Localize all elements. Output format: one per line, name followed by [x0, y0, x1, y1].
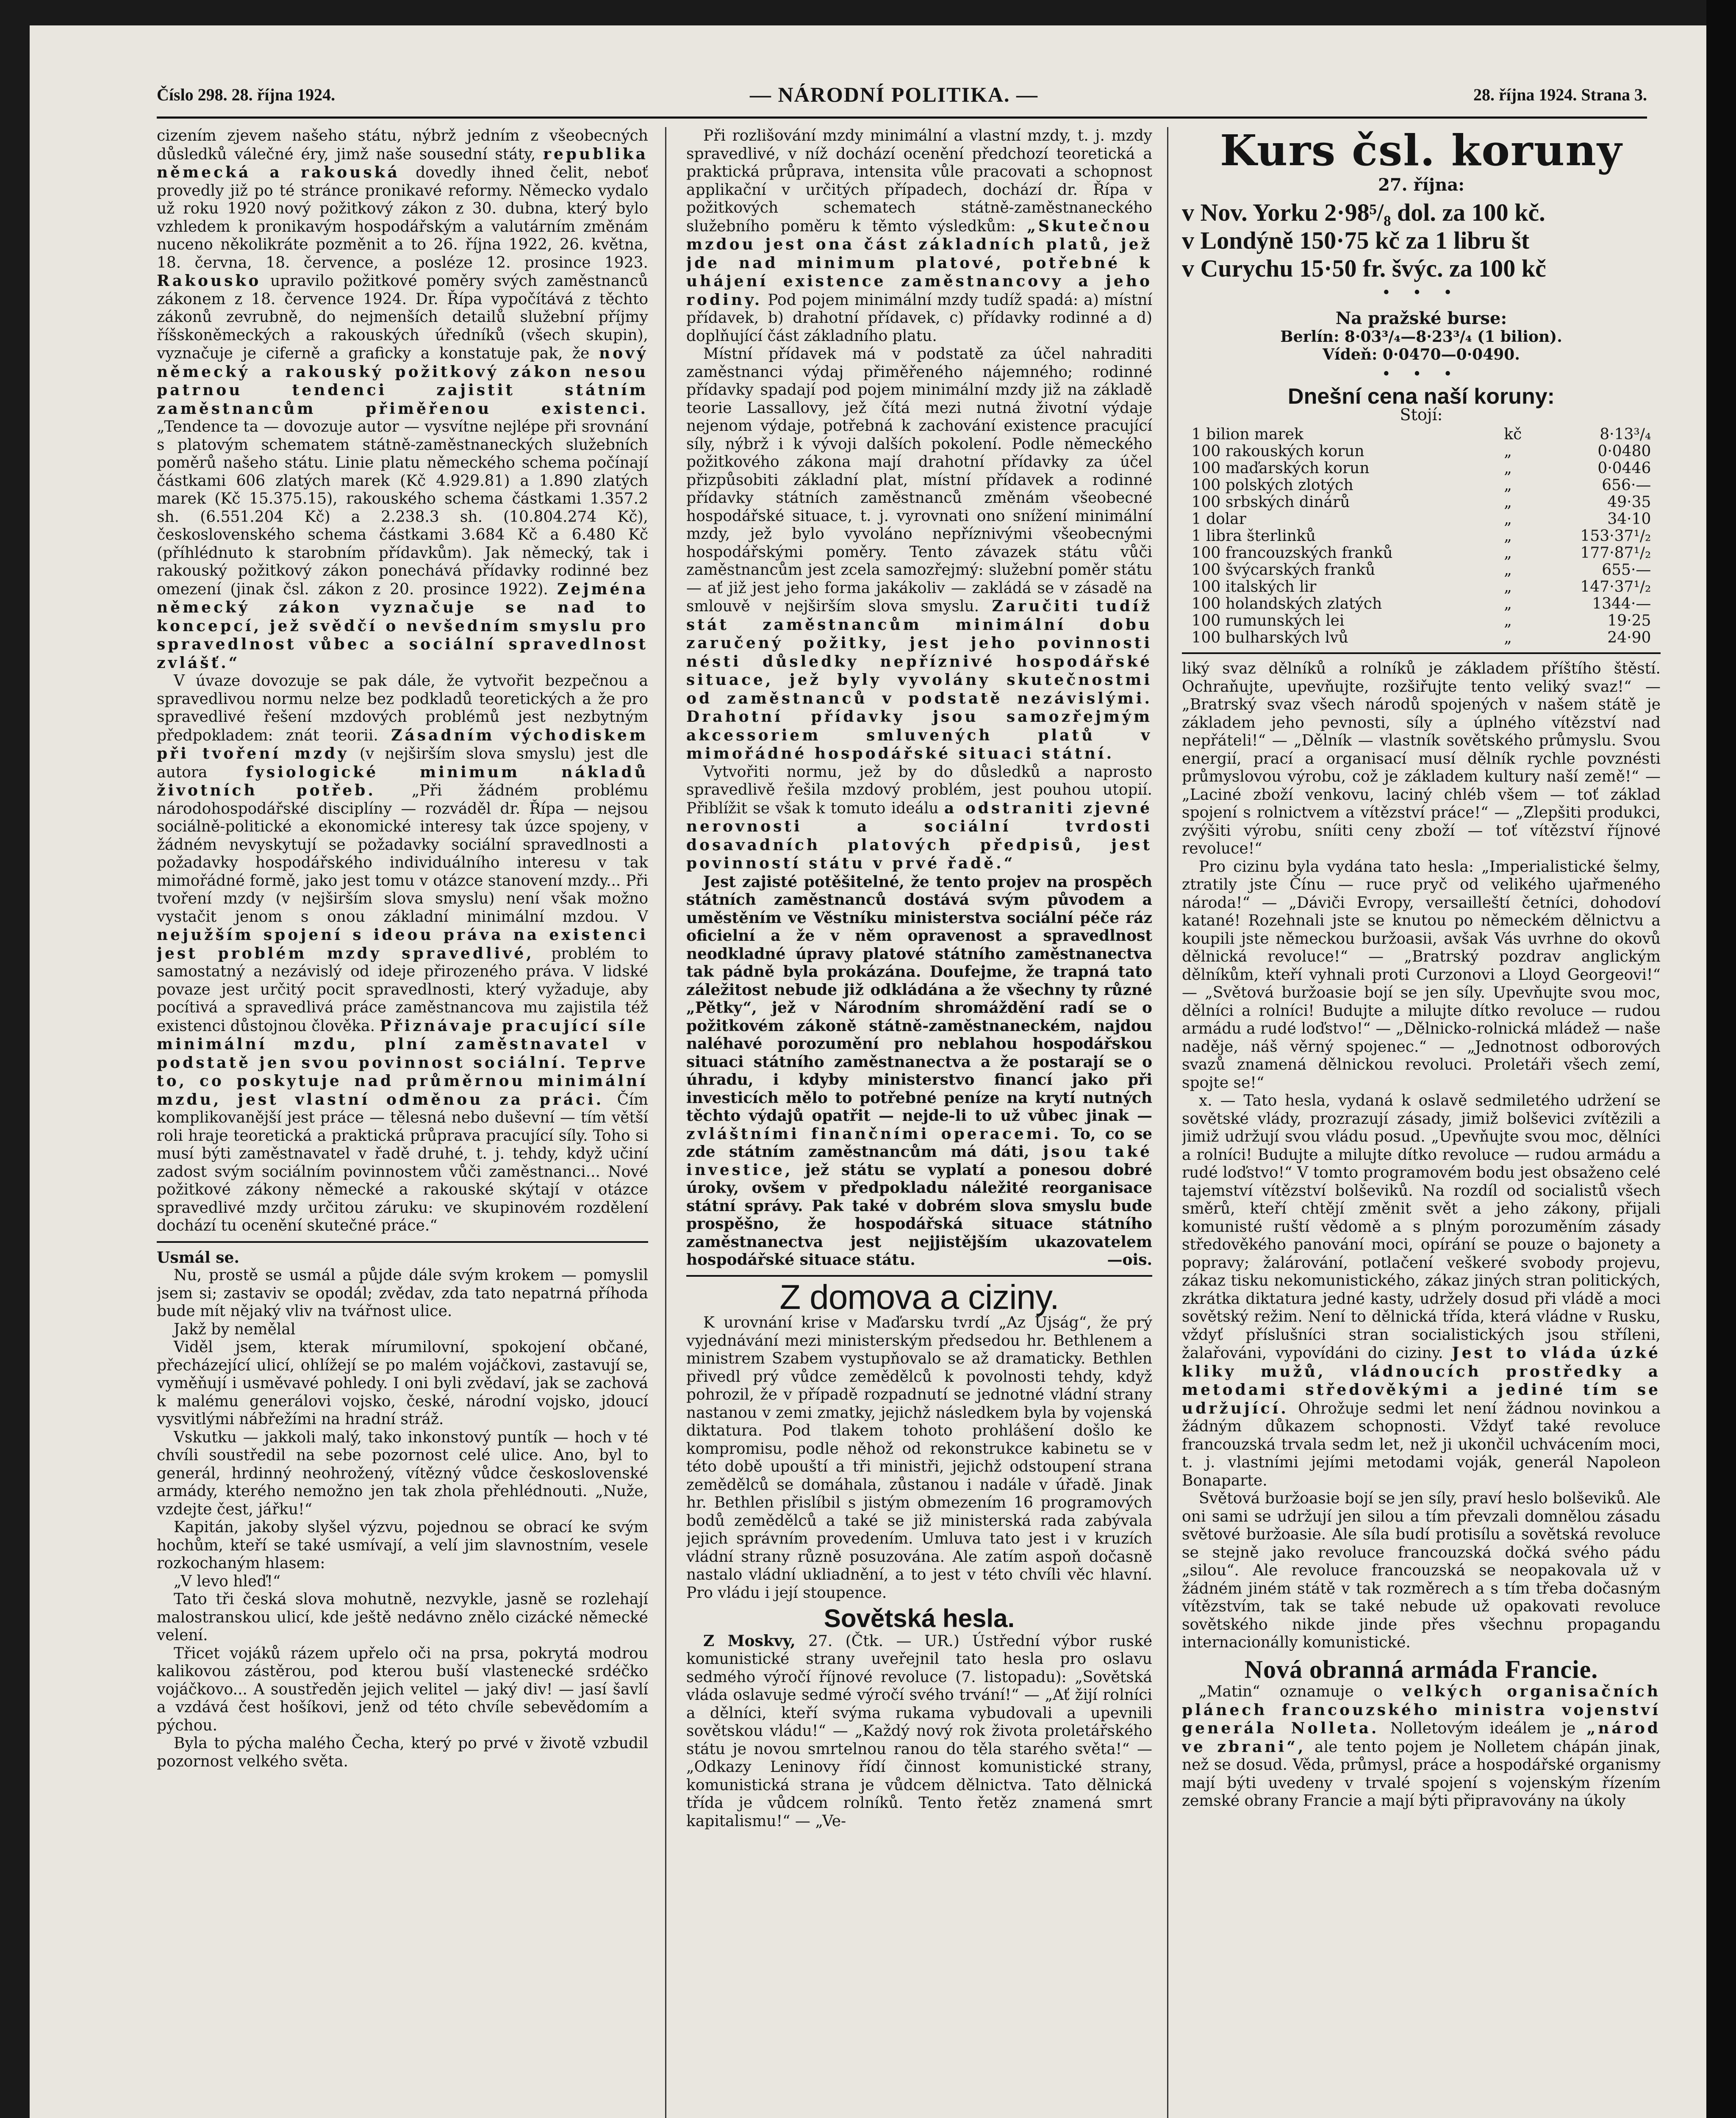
currency-label: 100 bulharských lvů: [1191, 629, 1348, 646]
currency-row: [1192, 443, 1651, 460]
rate-london: v Londýně 150·75 kč za 1 libru št: [1182, 226, 1530, 254]
currency-cur: „: [1504, 493, 1512, 511]
currency-amt: 0·0480: [1597, 443, 1651, 460]
news-paragraph: Pro cizinu byla vydána tato hesla: „Imperialistické šelmy, ztratily jste Čínu — ruce pryč od velikého ujařmeného národa!“ — „Dáviči Evropy, versailleští četníci, dohodoví katané! Rozehnali jste se knutou po německém dělnictvu a koupili jste německou buržoasii, avšak Vás uvrhne do okovů dělnická revoluce!“ — „Bratrský pozdrav anglickým dělníkům, kteří vyhnali proti Curzonovi a Lloyd Georgeovi!“ — „Světová buržoasie bojí se jen síly. Upevňujte svou moc, dělníci a rolníci! Budujte a milujte dítko revoluce — rudou armádu a rudé loďstvo!“ — „Dělnicko-rolnická mládež — naše naděje, náš věrný spojenec.“ — „Jednotnost odborových svazů znamená dělnickou revoluci. Proletáři všech zemí, spojte se!“: [1182, 858, 1661, 1092]
news-paragraph: K urovnání krise v Maďarsku tvrdí „Az Ujság“, že prý vyjednávání mezi ministerským předsedou hr. Bethlenem a ministrem Szabem vystupňovalo se až dramaticky. Bethlen přivedl prý vůdce zemědělců k povolnosti tehdy, když pohrozil, že v případě rozpadnutí se jednotné vládní strany nastanou v zemi zmatky, jejichž následkem byla by vojenská diktatura. Pod tlakem tohoto prohlášení došlo ke kompromisu, podle něhož od rekonstrukce kabinetu se v této době upouští a tři ministři, jejichž odstoupení strana zemědělců se domáhala, zůstanou i nadále v úřadě. Jinak hr. Bethlen přislíbil s jistým obmezením 16 programových bodů zemědělců a také se již ministerská rada zabývala jejich správním provedením. Umluva tato jest i v kruzích vládní strany různě posuzována. Ale zatím aspoň dočasně nastalo vládní ukliadnění, a to jest v této chvíli věc hlavní. Pro vládu i její stoupence.: [686, 1314, 1152, 1602]
currency-row: [1192, 511, 1651, 528]
currency-amt: 0·0446: [1597, 460, 1651, 477]
currency-label: 100 polských zlotých: [1191, 477, 1353, 494]
feuilleton-title: Usmál se.: [157, 1248, 239, 1267]
feuilleton-paragraph: Viděl jsem, kterak mírumilovní, spokojení občané, přecházející ulicí, ohlížejí se po malém vojáčkovi, zastavují se, vyměňují i usměvavé pohledy. I oni byli zvědaví, jak se zachová k malému generálovi vojsko, české, národní vojsko, jdoucí vysvitlými nábřežími na hradní stráž.: [157, 1339, 648, 1428]
currency-cur: „: [1504, 510, 1512, 528]
news-paragraph: Světová buržoasie bojí se jen síly, praví heslo bolševiků. Ale oni sami se udržují jen silou a tím převzali domnělou zásadu světové buržoasie. Ale síla budí protisílu a sovětská revoluce se stejně jako revoluce francouzská dočká svého pádu „silou“. Ale revoluce francouzská se neopakovala už v žádném jiném státě v tak rozměrech a s tím třeba dočasným vítězstvím, tak se také nebude už opakovati revoluce sovětského nikde jinde přes všechnu propagandu internacionálly komunistické.: [1182, 1490, 1661, 1651]
feuilleton-paragraph: „V levo hleď!“: [174, 1572, 281, 1590]
currency-label: 1 libra šterlinků: [1191, 527, 1316, 545]
feuilleton-paragraph: Vskutku — jakkoli malý, tako inkonstový puntík — hoch v té chvíli soustředil na sebe pozornost celé ulice. Ano, byl to generál, hrdinný neohrožený, vítězný vůdce československé armády, kterého nemožno jen tak zhola přehlédnouti. „Nuže, vzdejte čest, jářku!“: [157, 1428, 648, 1518]
currency-cur: „: [1504, 443, 1512, 460]
rate-zurich: v Curychu 15·50 fr. švýc. za 100 kč: [1182, 254, 1546, 282]
currency-cur: „: [1504, 612, 1512, 629]
feuilleton-paragraph: Třicet vojáků rázem upřelo oči na prsa, pokrytá modrou kalikovou zástěrou, pod kterou buší vlastenecké srdéčko vojáčkovo... A soustředěn jejich velitel — jaký div! — jasí šavlí a vzdává čest hošíkovi, jenž od této chvíle sebevědomím a pýchou.: [157, 1644, 648, 1734]
column-divider: [1167, 127, 1168, 2118]
burse-berlin: Berlín: 8·03³/₄—8·23³/₄ (1 bilion).: [1280, 327, 1562, 346]
feuilleton-paragraph: Kapitán, jakoby slyšel výzvu, pojednou se obrací ke svým hochům, kteří se také usmívají, a velí jim slavnostním, vesele rozkochaným hlasem:: [157, 1519, 648, 1572]
article-paragraph: Jest zajisté potěšitelné, že tento projev na prospěch státních zaměstnanců dostává svým původem a uměstěním ve Věstníku ministerstva sociální péče ráz oficielní a že v něm opravenost a spravedlnost neodkladné úpravy platové státního zaměstnanectva tak pádně byla prokázána. Doufejme, že trapná tato záležitost nebude již odkládána a že všechny ty různé „Pětky“, jež v Národním shromáždění radí se o požitkovém zákoně státně-zaměstnaneckém, najdou naléhavé porozumění pro neblahou hospodářskou situaci státního zaměstnanectva a že postarají se o úhradu, i kdyby ministerstvo financí jako při investicích mělo to potřebné peníze na krytí nutných těchto výdajů opatřit — nejde-li to už vůbec jinak — zvláštními finančními operacemi. To, co se zde státním zaměstnancům má dáti, jsou také investice, jež státu se vyplatí a ponesou dobré úroky, ovšem v předpokladu náležité reorganisace státní správy. Pak také v dobrém slova smyslu bude prospěšno, že hospodářská situace státního zaměstnanectva jest nejjistějším ukazovatelem hospodářské situace státu. —ois.: [686, 873, 1152, 1269]
currency-amt: 49·35: [1607, 493, 1651, 511]
currency-amt: 147·37¹/₂: [1580, 578, 1651, 596]
currency-amt: 8·13³/₄: [1600, 426, 1651, 443]
feuilleton-paragraph: Jakž by nemělal: [174, 1320, 296, 1338]
date-page: 28. října 1924. Strana 3.: [1473, 85, 1647, 104]
currency-amt: 153·37¹/₂: [1580, 527, 1651, 545]
currency-label: 100 maďarských korun: [1191, 460, 1370, 477]
currency-amt: 655·—: [1602, 561, 1651, 579]
article-paragraph: Místní přídavek má v podstatě za účel nahraditi zaměstnanci výdaj přiměřeného nájemného; rodinné přídavky spadají pod pojem minimální mzdy již na základě teorie Lassallovy, jež čítá mezi nutná životní výdaje nejenom výdaje, potřebná k zachování existence pracující síly, nýbrž i k vývoji dalších pokolení. Podle německého požitkového zákona mají drahotní přídavky za účel přizpůsobiti základní plat, místní přídavek a rodinné přídavky státních zaměstnanců změnám všeobecné hospodářské situace, t. j. vyrovnati ono snížení minimální mzdy, jež bylo vyvoláno nepříznivými všeobecnými hospodářskými poměry. Tento závazek státu vůči zaměstnancům jest zcela samozřejmý: služební poměr státu — ať již jest jeho forma jakákoliv — zakládá se v zásadě na smlouvě v nejširším slova smyslu. Zaručiti tudíž stát zaměstnancům minimální dobu zaručený požitky, jest jeho povinnosti nésti důsledky nepříznivé hospodářské situace, jež byly vyvolány skutečnostmi od zaměstnanců v podstatě nezávislými. Drahotní přídavky jsou samozřejmým akcessoriem smluvených platů v mimořádné hospodářské situaci státní.: [686, 345, 1152, 762]
currency-cur: „: [1504, 544, 1512, 562]
currency-label: 100 rakouských korun: [1191, 443, 1364, 460]
currency-label: 1 bilion marek: [1191, 426, 1303, 443]
currency-row: [1192, 494, 1651, 511]
feuilleton-paragraph: Nu, prostě se usmál a půjde dále svým krokem — pomyslil jsem si; zastaviv se opodál; zvědav, zda tato nepatrná příhoda bude mít nějaký vliv na tvářnost ulice.: [157, 1267, 648, 1320]
currency-row: [1192, 629, 1651, 646]
section-rule: [686, 1275, 1152, 1277]
currency-row: [1192, 579, 1651, 596]
currency-amt: 656·—: [1602, 477, 1651, 494]
currency-amt: 19·25: [1607, 612, 1651, 629]
currency-label: 100 švýcarských franků: [1191, 561, 1375, 579]
currency-cur: „: [1504, 460, 1512, 477]
currency-label: 100 italských lir: [1191, 578, 1317, 596]
currency-label: 100 holandských zlatých: [1191, 595, 1382, 613]
currency-amt: 24·90: [1607, 629, 1651, 646]
burse-heading: Na pražské burse:: [1335, 308, 1507, 328]
news-heading: Nová obranná armáda Francie.: [1244, 1655, 1598, 1683]
newspaper-page: [30, 25, 1706, 2118]
page-header: [157, 85, 1647, 114]
currency-table: [1192, 426, 1651, 646]
currency-row: [1192, 460, 1651, 477]
news-paragraph: liký svaz dělníků a rolníků je základem příštího štěstí. Ochraňujte, upevňujte, rozšiřujte tento veliký svaz!“ — „Bratrský svaz všech národů spojených v našem státě je základem jeho pevnosti, síly a úplného vítězství nad nepřáteli!“ — „Dělník — vlastník sovětského průmyslu. Svou energií, prací a organisací musí dělník rychle povznésti průmyslovou výrobu, což je základem kultury naší země!“ — „Laciné zboží venkovu, laciný chléb všem — toť základ spojení s rolnictvem a vítězství práce!“ — „Zlepšiti produkci, zvýšiti výrobu, sníiti ceny zboží — toť vítězství říjnové revoluce!“: [1182, 660, 1661, 857]
exchange-rate-date: 27. října:: [1378, 175, 1465, 195]
section-heading: Z domova a ciziny.: [779, 1278, 1059, 1317]
news-paragraph: x. — Tato hesla, vydaná k oslavě sedmiletého udržení se sovětské vlády, prozrazují zásady, jimiž bolševici zvítězili a jimiž udržují svou vládu posud. „Upevňujte svou moc, dělníci a rolníci! Budujte a milujte dítko revoluce — rudou armádu a rudé loďstvo!“ V tomto programovém bodu jest obsaženo celé tajemství vítězství bolševiků. Na rozdíl od socialistů všech směrů, kteří chtějí změnit svět a jeho zákony, přijali komunisté ruští vědomě a s plným porozuměním zásady středověkého panování moci, opírání se pouze o bajonety a popravy; žalárování, potlačení veškeré svobody projevu, zákaz tisku nekomunistického, zákaz jiných stran politických, zkrátka diktatura jedné kasty, udržely dosud při vládě a moci sovětský režim. Není to dělnická třída, která vládne v Rusku, vždyť příslušníci stran socialistických jsou stříleni, žalařováni, vypovídáni do ciziny. Jest to vláda úzké kliky mužů, vládnoucích prostředky a metodami středověkými a jediné tím se udržující. Ohrožuje sedmi let není žádnou novinkou a žádným důkazem schopnosti. Vždyť také revoluce francouzská trvala sedm let, než ji ukončil uchvácením moci, t. j. vlastními jejími metodami voják, generál Napoleon Bonaparte.: [1182, 1092, 1661, 1489]
currency-row: [1192, 528, 1651, 545]
scan-edge: [1706, 0, 1736, 2118]
header-rule: [157, 116, 1647, 119]
price-heading: Dnešní cena naší koruny:: [1288, 384, 1555, 409]
column-3: [1182, 127, 1661, 2118]
exchange-rate-title: Kurs čsl. koruny: [1220, 127, 1623, 175]
currency-cur: kč: [1504, 426, 1522, 443]
currency-label: 100 srbských dinárů: [1191, 493, 1350, 511]
currency-label: 100 rumunských lei: [1191, 612, 1345, 629]
news-paragraph: „Matin“ oznamuje o velkých organisačních plánech francouzského ministra vojenství generála Nolleta. Nolletovým ideálem je „národ ve zbrani“, ale tento pojem je Nolletem chápán jinak, než se dosud. Věda, průmysl, práce a hospodářské organismy mají býti uvedeny v trvalé spojení s vojenským řízením zemské obrany Francie a mají býti připravovány na úkoly: [1182, 1683, 1661, 1810]
currency-cur: „: [1504, 595, 1512, 613]
masthead-title: — NÁRODNÍ POLITIKA. —: [750, 83, 1038, 106]
burse-vienna: Vídeň: 0·0470—0·0490.: [1323, 346, 1520, 363]
column-1: [157, 127, 648, 2118]
currency-amt: 177·87¹/₂: [1580, 544, 1651, 562]
currency-label: 100 francouzských franků: [1191, 544, 1393, 562]
news-paragraph: Z Moskvy, 27. (Čtk. — UR.) Ústřední výbor ruské komunistické strany uveřejnil tato hesla pro oslavu sedmého výročí říjnové revoluce (7. listopadu): „Sovětská vláda oslavuje sedmé výročí svého trvání!“ — „Ať žijí rolníci a dělníci, kteří svýma rukama vybudovali a upevnili sovětskou vládu!“ — „Každý nový rok života proletářského státu je novou smrtelnou ranou do těla starého světa!“ — „Odkazy Leninovy řídí činnost komunistické strany, komunistická strana je vůdcem dělnictva. Tato dělnická třída je vůdcem rolníků. Tento řetěz znamená smrt kapitalismu!“ — „Ve-: [686, 1632, 1152, 1830]
article-paragraph: Při rozlišování mzdy minimální a vlastní mzdy, t. j. mzdy spravedlivé, v níž dochází ocenění předchozí teoretická a praktická průprava, intensita vůle pracovati a schopnost applikační v určitých případech, dochází dr. Řípa v požitkových schematech státně-zaměstnaneckého služebního poměru k těmto výsledkům: „Skutečnou mzdou jest ona část základních platů, jež jde nad minimum platové, potřebné k uhájení existence zaměstnancovy a jeho rodiny. Pod pojem minimální mzdy tudíž spadá: a) místní přídavek, b) drahotní přídavek, c) přídavky rodinné a d) doplňující část základního platu.: [686, 127, 1152, 345]
feuilleton-paragraph: Tato tři česká slova mohutně, nezvykle, jasně se rozlehají malostranskou ulicí, kde ještě nedávno znělo cizácké německé velení.: [157, 1591, 648, 1644]
currency-cur: „: [1504, 477, 1512, 494]
column-2: [686, 127, 1152, 2118]
column-divider: [665, 127, 666, 2118]
issue-number: Číslo 298. 28. října 1924.: [157, 85, 336, 104]
separator-dots: • • •: [1381, 365, 1461, 383]
rate-new-york: v Nov. Yorku 2·98⁵/₈ dol. za 100 kč.: [1182, 198, 1545, 226]
currency-row: [1192, 562, 1651, 579]
article-paragraph: cizením zjevem našeho státu, nýbrž jedním z všeobecných důsledků válečné éry, jimž naše sousední státy, republika německá a rakouská dovedly ihned čelit, neboť provedly již po té stránce pronikavé reformy. Německo vydalo už roku 1920 nový požitkový zákon z 30. dubna, který bylo vzhledem k pronikavým hospodářským a valutárním změnám nuceno několikráte pozměnit a to 26. října 1922, 26. května, 18. června, 18. července, a posléze 12. prosince 1923. Rakousko upravilo požitkové poměry svých zaměstnanců zákonem z 18. července 1924. Dr. Řípa vypočítává z těchto zákonů zevrubně, do nejmenších detailů služební příjmy říšskoněmeckých a rakouských úředníků (všech skupin), vyznačuje je ciferně a graficky a konstatuje pak, že nový německý a rakouský požitkový zákon nesou patrnou tendenci zajistit státním zaměstnancům přiměřenou existenci. „Tendence ta — dovozuje autor — vysvítne nejlépe při srovnání s platovým schematem státně-zaměstnaneckých služebních poměrů našeho státu. Linie platu německého schema počínají částkami 606 zlatých marek (Kč 4.929.81) a 1.890 zlatých marek (Kč 15.375.15), rakouského schema částkami 1.357.2 sh. (6.551.204 Kč) a 2.238.3 sh. (10.804.274 Kč), československého schema částkami 3.684 Kč a 6.480 Kč (příhlédnuto k starobním přídavkům). Jak německý, tak i rakouský požitkový zákon ponechává přídavky rodinné bez omezení (jinak čsl. zákon z 20. prosince 1922). Zejména německý zákon vyznačuje se nad to koncepcí, jež svědčí o nevšedním smyslu pro spravedlnost vůbec a sociální spravedlnost zvlášť.“: [157, 127, 648, 672]
currency-amt: 34·10: [1607, 510, 1651, 528]
currency-cur: „: [1504, 561, 1512, 579]
separator-dots: • • •: [1381, 284, 1461, 302]
section-rule: [157, 1241, 648, 1243]
currency-row: [1192, 613, 1651, 629]
currency-cur: „: [1504, 578, 1512, 596]
currency-row: [1192, 545, 1651, 562]
currency-label: 1 dolar: [1191, 510, 1246, 528]
currency-row: [1192, 477, 1651, 494]
currency-row: [1192, 596, 1651, 613]
currency-amt: 1344·—: [1592, 595, 1651, 613]
currency-cur: „: [1504, 629, 1512, 646]
news-heading: Sovětská hesla.: [824, 1604, 1015, 1633]
article-paragraph: Vytvořiti normu, jež by do důsledků a naprosto spravedlivě řešila mzdový problém, jest pouhou utopií. Přiblížit se však k tomuto ideálu a odstraniti zjevné nerovnosti a sociální tvrdosti dosavadních platových předpisů, jest povinností státu v prvé řadě.“: [686, 763, 1152, 872]
currency-cur: „: [1504, 527, 1512, 545]
price-subheading: Stojí:: [1400, 405, 1443, 424]
feuilleton-paragraph: Byla to pýcha malého Čecha, který po prvé v životě vzbudil pozornost velkého světa.: [157, 1735, 648, 1770]
section-rule: [1182, 652, 1661, 654]
article-paragraph: V úvaze dovozuje se pak dále, že vytvořit bezpečnou a spravedlivou normu nelze bez podkladů teoretických a že pro spravedlivé řešení mzdových problémů jest nezbytným předpokladem: znát teorii. Zásadním východiskem při tvoření mzdy (v nejširším slova smyslu) jest dle autora fysiologické minimum nákladů životních potřeb. „Při žádném problému národohospodářské disciplíny — rozváděl dr. Řípa — nejsou sociálně-politické a ekonomické interesy tak úzce spojeny, v žádném nevyskytují se požadavky sociální spravedlnosti a požadavky hospodářského individuálního interesu v tak mimořádné formě, jako jest tomu v otázce stanovení mzdy... Při tvoření mzdy (v nejširším slova smyslu) není však možno vystačit jenom s onou základní minimální mzdou. V nejužším spojení s ideou práva na existenci jest problém mzdy spravedlivé, problém to samostatný a nezávislý od ideje přirozeného práva. V lidské povaze jest určitý pocit spravedlnosti, který vyžaduje, aby pocítivá a spravedlivá práce zaměstnancova mu zajistila též existenci důstojnou člověka. Přiznávaje pracující síle minimální mzdu, plní zaměstnavatel v podstatě jen svou povinnost sociální. Teprve to, co poskytuje nad průměrnou minimální mzdu, jest vlastní odměnou za práci. Čím komplikovanější jest práce — tělesná nebo duševní — tím větší roli hraje teoretická a praktická průprava pracující síly. Toho si musí býti zaměstnavatel v řadě druhé, t. j. tehdy, když učiní zadost svým sociálním povinnostem vůči zaměstnanci... Nové požitkové zákony německé a rakouské skýtají v otázce spravedlivé mzdy určitou záruku: ve skupinovém rozdělení dochází tu ocenění skutečné práce.“: [157, 672, 648, 1234]
currency-row: [1192, 426, 1651, 443]
